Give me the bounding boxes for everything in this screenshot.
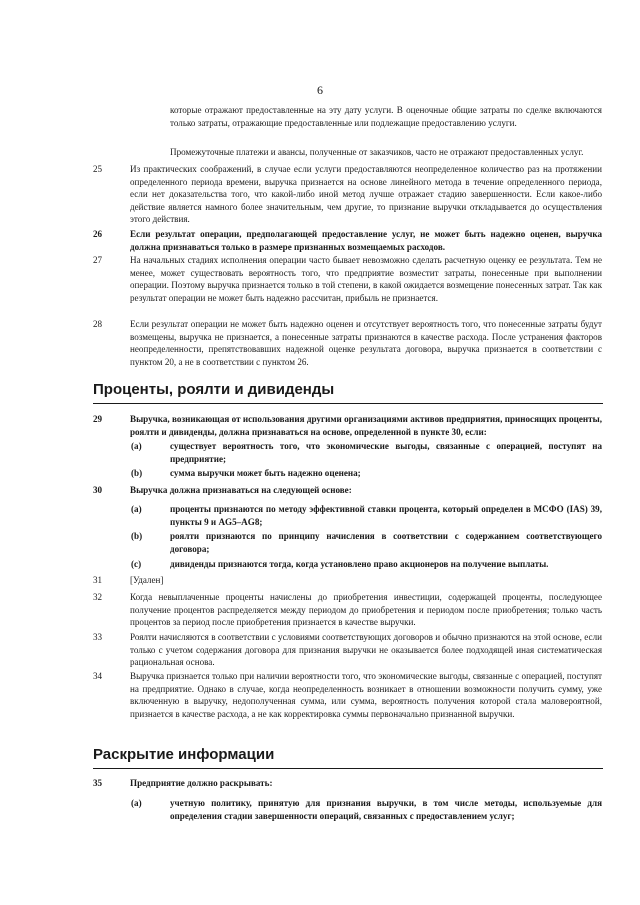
page-number: 6: [317, 83, 323, 97]
paragraph-26: Если результат операции, предполагающей предоставление услуг, не может быть надежно оценен, выручка должна признаваться только в размере признанных возмещаемых расходов.: [130, 229, 602, 252]
paragraph-number: 25: [93, 164, 103, 174]
paragraph-34: Выручка признается только при наличии вероятности того, что экономические выгоды, связанные с операцией, поступят на предприятие. Однако в случае, когда неопределенность возникает в отношении возможности получить сумму, уже включенную в выручку, недополученная сумма, или сумма, вероятность получения которой стала маловероятной, признается в качестве расхода, а не как корректировка суммы первоначально признанной выручки.: [130, 671, 602, 719]
paragraph-30: Выручка должна признаваться на следующей основе:: [130, 485, 352, 495]
list-item-label: (b): [131, 468, 143, 478]
paragraph-25: Из практических соображений, в случае если услуги предоставляются неопределенное количество раз на протяжении определенного периода времени, выручка признается на основе линейного метода в течение определенного периода, если нет доказательства того, что какой-либо иной метод лучше отражает стадию завершенности. Если какое-либо действие является намного более значительным, чем другие, то признание выручки откладывается до осуществления этого действия.: [130, 164, 602, 225]
paragraph-27: На начальных стадиях исполнения операции часто бывает невозможно сделать расчетную оценку ее результата. Тем не менее, может существовать вероятность того, что предприятие возместит затраты, понесенные при выполнении операции. Поэтому выручка признается только в той степени, в какой ожидается возмещение понесенных затрат. Так как результат операции не может быть надежно рассчитан, прибыль не признается.: [130, 255, 602, 303]
paragraph-number: 33: [93, 632, 103, 642]
list-item-label: (c): [131, 559, 142, 569]
paragraph-24-continuation: которые отражают предоставленные на эту дату услуги. В оценочные общие затраты по сделке включаются только затраты, отражающие предоставленные или подлежащие предоставлению услуги.: [170, 105, 602, 128]
paragraph-32: Когда невыплаченные проценты начислены до приобретения инвестиции, содержащей проценты, последующее получение процентов распределяется между периодом до приобретения и периодом после приобретения; только часть процентов за период после приобретения признается в качестве выручки.: [130, 592, 602, 628]
paragraph-number: 29: [93, 414, 103, 424]
paragraph-35a: учетную политику, принятую для признания выручки, в том числе методы, используемые для определения стадии завершенности операций, связанных с предоставлением услуг;: [170, 798, 602, 821]
paragraph-number: 34: [93, 671, 103, 681]
list-item-label: (a): [131, 798, 142, 808]
paragraph-35: Предприятие должно раскрывать:: [130, 778, 273, 788]
section-heading-interest: Проценты, роялти и дивиденды: [93, 381, 603, 404]
paragraph-number: 28: [93, 319, 103, 329]
paragraph-29a: существует вероятность того, что экономические выгоды, связанные с операцией, поступят на предприятие;: [170, 441, 602, 464]
paragraph-number: 30: [93, 485, 103, 495]
paragraph-number: 27: [93, 255, 103, 265]
paragraph-number: 32: [93, 592, 103, 602]
list-item-label: (a): [131, 441, 142, 451]
section-heading-disclosure: Раскрытие информации: [93, 746, 603, 769]
list-item-label: (b): [131, 531, 143, 541]
paragraph-30b: роялти признаются по принципу начисления в соответствии с содержанием соответствующего договора;: [170, 531, 602, 554]
paragraph-number: 35: [93, 778, 103, 788]
list-item-label: (a): [131, 504, 142, 514]
paragraph-29b: сумма выручки может быть надежно оценена;: [170, 468, 361, 478]
paragraph-28: Если результат операции не может быть надежно оценен и отсутствует вероятность того, что понесенные затраты будут возмещены, выручка не признается, а понесенные затраты признаются в качестве расхода. После устранения факторов неопределенности, препятствовавших надежной оценке результата договора, выручка признается в соответствии с пунктом 20, а не в соответствии с пунктом 26.: [130, 319, 602, 367]
paragraph-number: 26: [93, 229, 103, 239]
paragraph-24-note: Промежуточные платежи и авансы, полученные от заказчиков, часто не отражают предоставленных услуг.: [170, 147, 584, 157]
paragraph-29: Выручка, возникающая от использования другими организациями активов предприятия, приносящих проценты, роялти и дивиденды, должна признаваться на основе, определенной в пункте 30, если:: [130, 414, 602, 437]
paragraph-31: [Удален]: [130, 575, 164, 585]
paragraph-30c: дивиденды признаются тогда, когда установлено право акционеров на получение выплаты.: [170, 559, 549, 569]
paragraph-number: 31: [93, 575, 103, 585]
paragraph-30a: проценты признаются по методу эффективной ставки процента, который определен в МСФО (IAS) 39, пункты 9 и AG5–AG8;: [170, 504, 602, 527]
paragraph-33: Роялти начисляются в соответствии с условиями соответствующих договоров и обычно признаются на этой основе, если только с учетом содержания договора для признания выручки не оказывается более подходящей иная систематическая рациональная основа.: [130, 632, 602, 668]
